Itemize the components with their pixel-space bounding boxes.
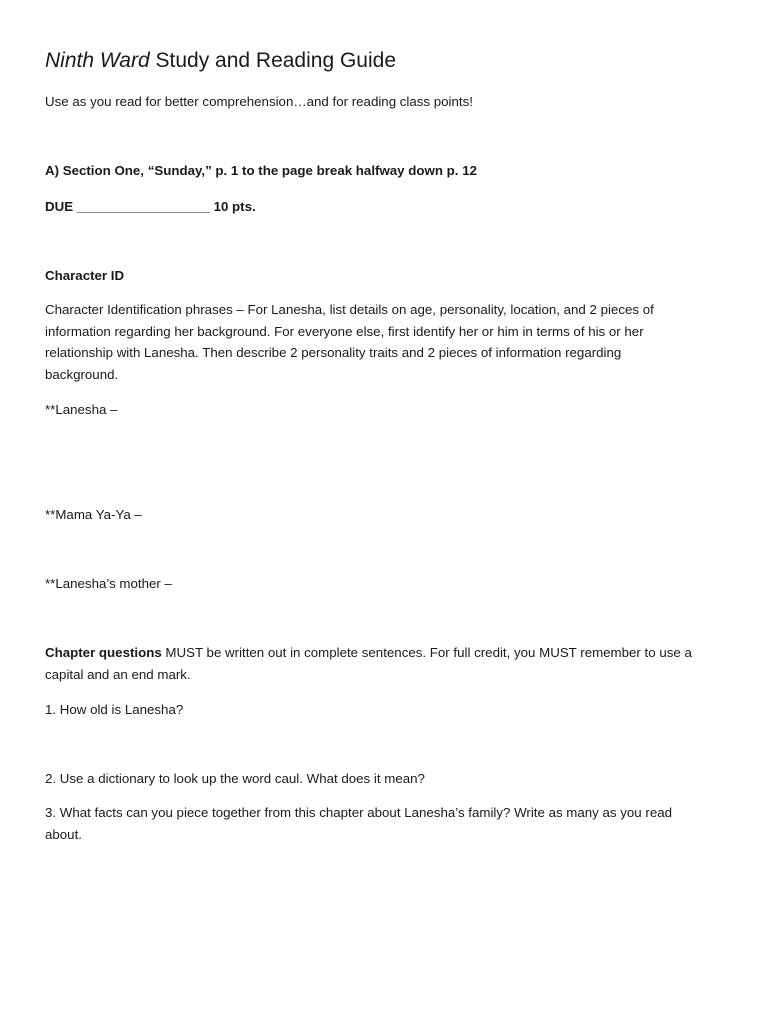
title-rest: Study and Reading Guide (149, 49, 396, 72)
chapter-questions-intro-line-1 (45, 642, 725, 664)
page-title (45, 46, 396, 76)
due-line (45, 196, 725, 218)
chapter-questions-bold: Chapter questions (45, 645, 162, 660)
chapter-questions-rest: MUST be written out in complete sentences. For full credit, you MUST remember to use a (161, 645, 692, 660)
character-id-instructions-line-3: relationship with Lanesha. Then describe 2 personality traits and 2 pieces of information regarding (45, 345, 622, 360)
character-id-heading-text: Character ID (45, 268, 125, 283)
question-1: 1. How old is Lanesha? (45, 702, 184, 717)
character-lanesha-mother: **Lanesha’s mother – (45, 576, 172, 591)
due-line-text: DUE __________________ 10 pts. (45, 199, 256, 214)
question-3-line-1: 3. What facts can you piece together from this chapter about Lanesha’s family? Write as many as you read (45, 805, 673, 820)
title-italic: Ninth Ward (45, 49, 150, 72)
section-heading-text: A) Section One, “Sunday,” p. 1 to the page break halfway down p. 12 (45, 163, 477, 178)
question-2: 2. Use a dictionary to look up the word caul. What does it mean? (45, 771, 425, 786)
character-id-heading (45, 265, 725, 287)
chapter-questions-intro-line-2: capital and an end mark. (45, 666, 191, 682)
character-mama-ya-ya: **Mama Ya-Ya – (45, 507, 142, 522)
character-id-instructions-line-4: background. (45, 366, 119, 382)
character-lanesha: **Lanesha – (45, 402, 118, 417)
character-id-instructions-line-2: information regarding her background. For everyone else, first identify her or him in terms of his or her (45, 323, 644, 339)
section-heading (45, 160, 725, 182)
question-3-line-2: about. (45, 826, 82, 842)
intro-text: Use as you read for better comprehension…and for reading class points! (45, 94, 473, 109)
character-id-instructions-line-1: Character Identification phrases – For Lanesha, list details on age, personality, location, and 2 pieces of (45, 302, 654, 317)
